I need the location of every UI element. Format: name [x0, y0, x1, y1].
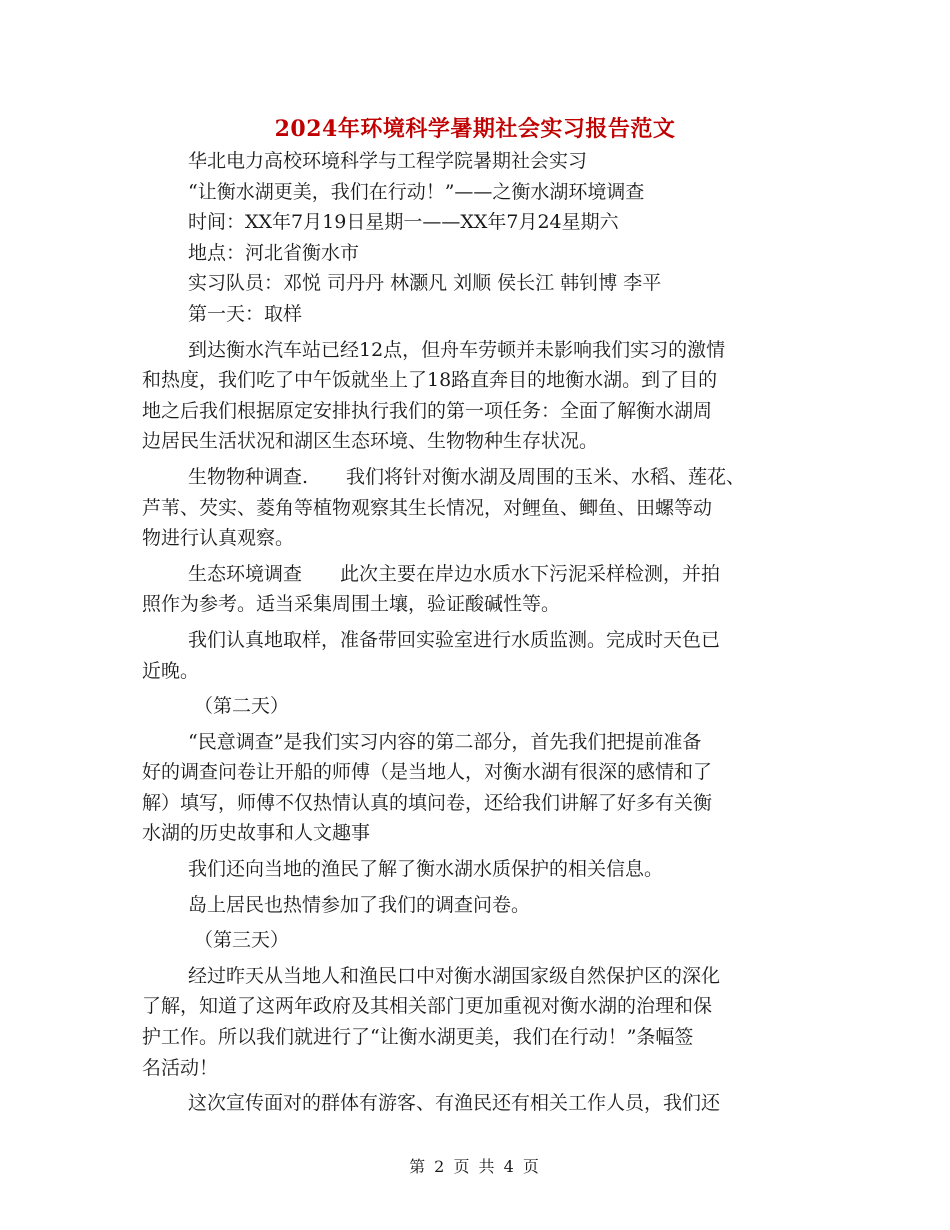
text-line: 我们还向当地的渔民了解了衡水湖水质保护的相关信息。 — [188, 858, 664, 881]
page-footer: 第 2 页 共 4 页 — [409, 1157, 541, 1176]
text-line: 边居民生活状况和湖区生态环境、生物物种生存状况。 — [142, 430, 599, 453]
text-line: 实习队员：邓悦 司丹丹 林灏凡 刘顺 侯长江 韩钊博 李平 — [188, 272, 662, 295]
text-line: 照作为参考。适当采集周围土壤，验证酸碱性等。 — [142, 593, 561, 616]
text-line: 时间：XX年7月19日星期一——XX年7月24星期六 — [188, 211, 619, 234]
text-line: 这次宣传面对的群体有游客、有渔民还有相关工作人员，我们还 — [188, 1092, 721, 1115]
text-line: 到达衡水汽车站已经12点，但舟车劳顿并未影响我们实习的激情 — [188, 338, 726, 361]
document-title: 2024年环境科学暑期社会实习报告范文 — [274, 116, 676, 142]
text-line: 护工作。所以我们就进行了“让衡水湖更美，我们在行动！”条幅签 — [142, 1026, 694, 1049]
document-body — [142, 146, 810, 1119]
text-line: 和热度，我们吃了中午饭就坐上了18路直奔目的地衡水湖。到了目的 — [142, 369, 718, 392]
text-line: （第二天） — [194, 695, 290, 718]
text-line: 地之后我们根据原定安排执行我们的第一项任务：全面了解衡水湖周 — [142, 399, 713, 422]
text-line: 名活动！ — [142, 1056, 219, 1079]
text-line: 地点：河北省衡水市 — [188, 241, 360, 264]
text-line: 生物物种调查. 我们将针对衡水湖及周围的玉米、水稻、莲花、 — [188, 465, 746, 488]
text-line: “让衡水湖更美，我们在行动！”——之衡水湖环境调查 — [188, 180, 645, 203]
text-line: 水湖的历史故事和人文趣事 — [142, 822, 371, 845]
text-line: 岛上居民也热情参加了我们的调查问卷。 — [188, 893, 531, 916]
text-line: 解）填写，师傅不仅热情认真的填问卷，还给我们讲解了好多有关衡 — [142, 791, 713, 814]
text-line: 物进行认真观察。 — [142, 527, 295, 550]
text-line: 芦苇、芡实、菱角等植物观察其生长情况，对鲤鱼、鲫鱼、田螺等动 — [142, 496, 713, 519]
text-line: 华北电力高校环境科学与工程学院暑期社会实习 — [188, 150, 588, 172]
text-line: 好的调查问卷让开船的师傅（是当地人，对衡水湖有很深的感情和了 — [142, 761, 713, 784]
text-line: 经过昨天从当地人和渔民口中对衡水湖国家级自然保护区的深化 — [188, 964, 721, 987]
text-line: 我们认真地取样，准备带回实验室进行水质监测。完成时天色已 — [188, 628, 721, 651]
text-line: 第一天：取样 — [188, 302, 303, 325]
text-line: 近晚。 — [142, 659, 200, 682]
text-line: 了解，知道了这两年政府及其相关部门更加重视对衡水湖的治理和保 — [142, 995, 713, 1018]
text-line: 生态环境调查 此次主要在岸边水质水下污泥采样检测，并拍 — [188, 562, 721, 585]
text-line: “民意调查”是我们实习内容的第二部分，首先我们把提前准备 — [188, 730, 702, 753]
text-line: （第三天） — [194, 929, 290, 952]
